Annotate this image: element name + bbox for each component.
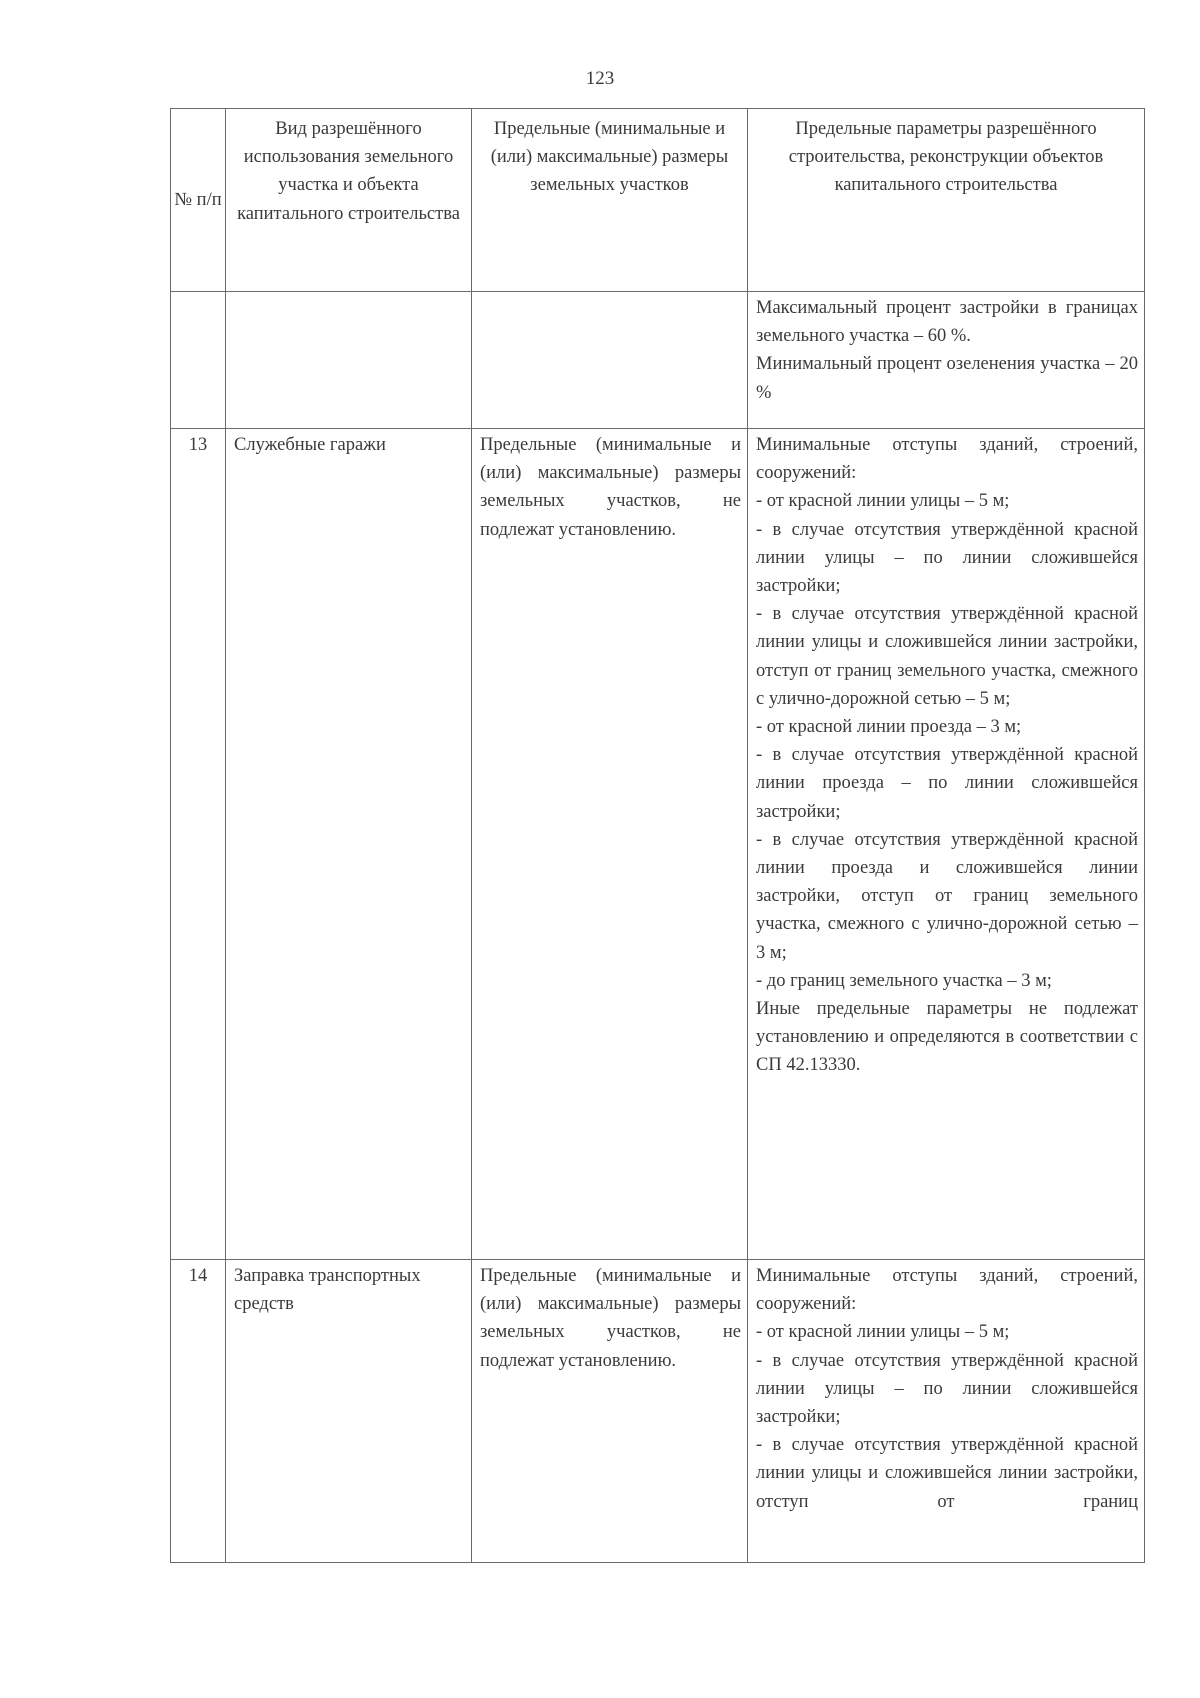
param-line: Иные предельные параметры не подлежат установлению и определяются в соответствии с СП 42.13330. xyxy=(756,999,1138,1076)
page-number: 123 xyxy=(585,68,615,89)
zoning-table xyxy=(170,108,1145,1563)
param-line: - от красной линии проезда – 3 м; xyxy=(756,717,1022,738)
header-number: № п/п xyxy=(171,109,226,292)
table-row xyxy=(171,1260,1145,1563)
param-line: Минимальные отступы зданий, строений, сооружений: xyxy=(756,435,1138,484)
row-use-type: Заправка транспортных средств xyxy=(226,1260,472,1563)
param-line: - в случае отсутствия утверждённой красной линии улицы – по линии сложившейся застройки; xyxy=(756,1350,1138,1428)
param-line: - в случае отсутствия утверждённой красной линии проезда и сложившейся линии застройки, отступ от границ земельного участка, смежного с улично-дорожной сетью – 3 м; xyxy=(756,829,1138,963)
param-line: - в случае отсутствия утверждённой красной линии улицы и сложившейся линии застройки, отступ от границ земельного участка, смежного с улично-дорожной сетью – 5 м; xyxy=(756,604,1138,709)
param-line: - в случае отсутствия утверждённой красной линии улицы и сложившейся линии застройки, отступ от границ xyxy=(756,1435,1138,1512)
row-number xyxy=(171,292,226,429)
row-build-params xyxy=(748,429,1145,1260)
param-line: Минимальный процент озеленения участка – 20 % xyxy=(756,354,1138,403)
table-row xyxy=(171,292,1145,429)
param-line: - до границ земельного участка – 3 м; xyxy=(756,970,1052,991)
param-line: - от красной линии улицы – 5 м; xyxy=(756,491,1010,512)
param-line: - от красной линии улицы – 5 м; xyxy=(756,1322,1010,1343)
param-line: Минимальные отступы зданий, строений, сооружений: xyxy=(756,1266,1138,1315)
row-plot-size xyxy=(472,292,748,429)
table-row xyxy=(171,429,1145,1260)
param-line: - в случае отсутствия утверждённой красной линии проезда – по линии сложившейся застройки; xyxy=(756,745,1138,822)
param-line: - в случае отсутствия утверждённой красной линии улицы – по линии сложившейся застройки; xyxy=(756,519,1138,597)
row-number: 14 xyxy=(171,1260,226,1563)
table-header-row xyxy=(171,109,1145,292)
row-build-params xyxy=(748,292,1145,429)
row-use-type: Служебные гаражи xyxy=(226,429,472,1260)
row-number: 13 xyxy=(171,429,226,1260)
header-build-params: Предельные параметры разрешённого строительства, реконструкции объектов капитального строительства xyxy=(748,109,1145,292)
row-use-type xyxy=(226,292,472,429)
row-build-params xyxy=(748,1260,1145,1563)
param-line: Максимальный процент застройки в границах земельного участка – 60 %. xyxy=(756,298,1138,347)
header-plot-size: Предельные (минимальные и (или) максимальные) размеры земельных участков xyxy=(472,109,748,292)
row-plot-size: Предельные (минимальные и (или) максимальные) размеры земельных участков, не подлежат установлению. xyxy=(472,429,748,1260)
header-use-type: Вид разрешённого использования земельного участка и объекта капитального строительства xyxy=(226,109,472,292)
row-plot-size: Предельные (минимальные и (или) максимальные) размеры земельных участков, не подлежат установлению. xyxy=(472,1260,748,1563)
